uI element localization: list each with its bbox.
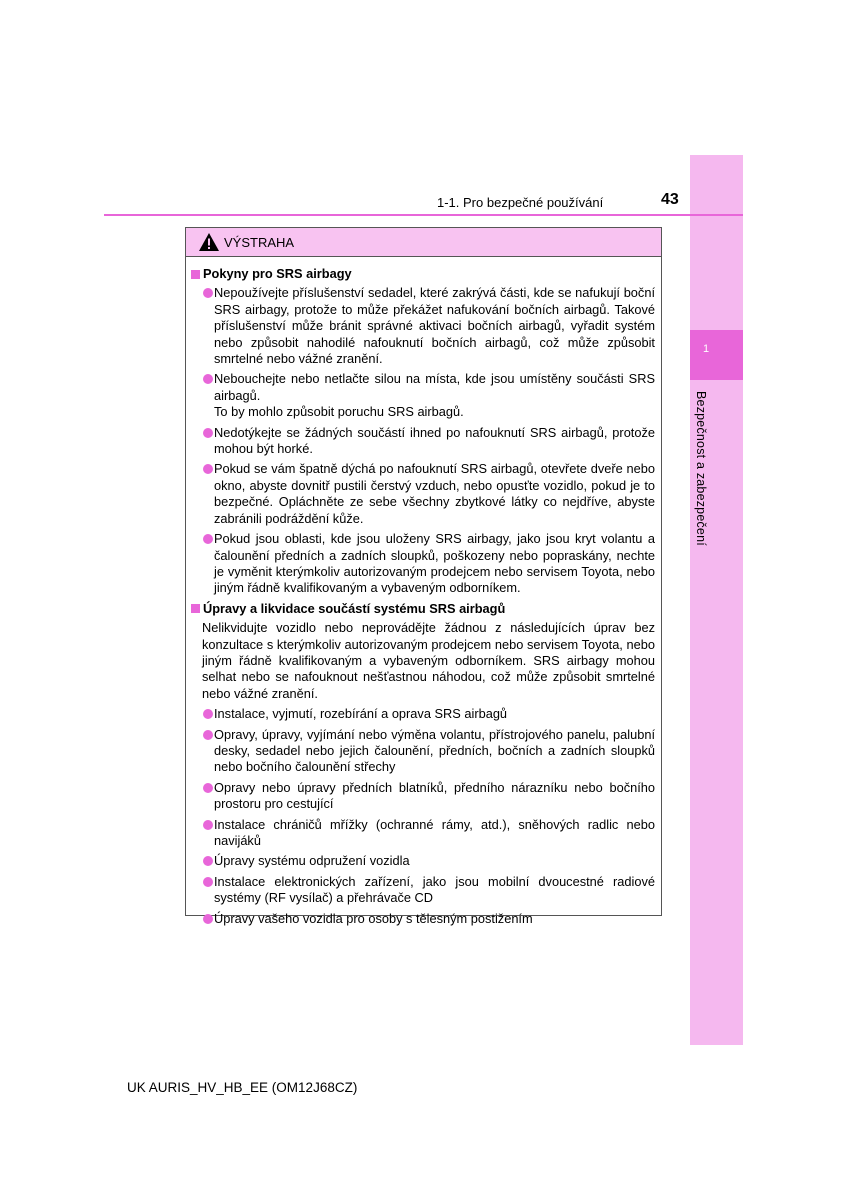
chapter-side-tab [690,155,743,1045]
list-item: Pokud jsou oblasti, kde jsou uloženy SRS airbagy, jako jsou kryt volantu a čalounění předních a zadních sloupků, poškozeny nebo popraskány, nechte je vyměnit kterýmkoliv autorizovaným prodejcem nebo servisem Toyota, nebo jiným řádně kvalifikovaným a vybaveným odborníkem. [191,531,655,597]
bullet-dot-icon [203,534,213,544]
section-heading [191,601,655,617]
list-item: Pokud se vám špatně dýchá po nafouknutí SRS airbagů, otevřete dveře nebo okno, abyste dovnitř pustili čerstvý vzduch, nebo opusťte vozidlo, pokud je to bezpečné. Opláchněte ze sebe všechny zbytkové látky co nejdříve, abyste zabránili podráždění kůže. [191,461,655,527]
bullet-dot-icon [203,428,213,438]
list-item: Nepoužívejte příslušenství sedadel, které zakrývá části, kde se nafukují boční SRS airbagy, protože to může překážet nafukování bočních airbagů. Takové příslušenství může bránit správné aktivaci bočních airbagů, vyřadit systém nebo způsobit nahodilé nafouknutí bočních airbagů, což může způsobit smrtelné nebo vážné zranění. [191,285,655,367]
square-bullet-icon [191,604,200,613]
warning-body [186,257,661,927]
section-heading-text: Úpravy a likvidace součástí systému SRS airbagů [203,600,506,616]
bullet-dot-icon [203,464,213,474]
chapter-title: Bezpečnost a zabezpečení [694,391,708,546]
bullet-dot-icon [203,877,213,887]
bullet-dot-icon [203,374,213,384]
warning-box [185,227,662,926]
section-heading [191,266,655,282]
bullet-dot-icon [203,914,213,924]
page-number: 43 [661,191,679,208]
chapter-number: 1 [702,343,710,355]
bullet-dot-icon [203,709,213,719]
chapter-tab-active [690,330,743,380]
bullet-dot-icon [203,730,213,740]
bullet-dot-icon [203,783,213,793]
list-item: Instalace elektronických zařízení, jako jsou mobilní dvoucestné radiové systémy (RF vysílač) a přehrávače CD [191,874,655,907]
list-item: Instalace, vyjmutí, rozebírání a oprava SRS airbagů [191,706,655,722]
warning-header [186,228,661,257]
warning-label: VÝSTRAHA [224,234,295,250]
footer-code: UK AURIS_HV_HB_EE (OM12J68CZ) [127,1080,358,1095]
section-heading-text: Pokyny pro SRS airbagy [203,266,352,281]
list-item: Nebouchejte nebo netlačte silou na místa, kde jsou umístěny součásti SRS airbagů. To by mohlo způsobit poruchu SRS airbagů. [191,371,655,420]
list-item: Instalace chráničů mřížky (ochranné rámy, atd.), sněhových radlic nebo navijáků [191,817,655,850]
header-rule [104,214,743,216]
square-bullet-icon [191,270,200,279]
warning-triangle-icon [198,232,220,252]
bullet-dot-icon [203,288,213,298]
bullet-dot-icon [203,820,213,830]
list-item: Nedotýkejte se žádných součástí ihned po nafouknutí SRS airbagů, protože mohou být horké. [191,425,655,458]
list-item: Úpravy vašeho vozidla pro osoby s tělesným postižením [191,911,655,927]
list-item: Opravy nebo úpravy předních blatníků, předního nárazníku nebo bočního prostoru pro cestující [191,780,655,813]
section-title: 1-1. Pro bezpečné používání [437,195,604,210]
bullet-dot-icon [203,856,213,866]
list-item: Opravy, úpravy, vyjímání nebo výměna volantu, přístrojového panelu, palubní desky, sedadel nebo jejich čalounění, předních, bočních a zadních sloupků nebo bočního čalounění střechy [191,727,655,776]
list-item: Úpravy systému odpružení vozidla [191,853,655,869]
section-intro: Nelikvidujte vozidlo nebo neprovádějte žádnou z následujících úprav bez konzultace s kterýmkoliv autorizovaným prodejcem nebo servisem Toyota, nebo jiným řádně kvalifikovaným a vybaveným odborníkem. SRS airbagy mohou selhat nebo se nafouknout nešťastnou náhodou, což může způsobit smrtelné nebo vážné zranění. [202,620,655,701]
